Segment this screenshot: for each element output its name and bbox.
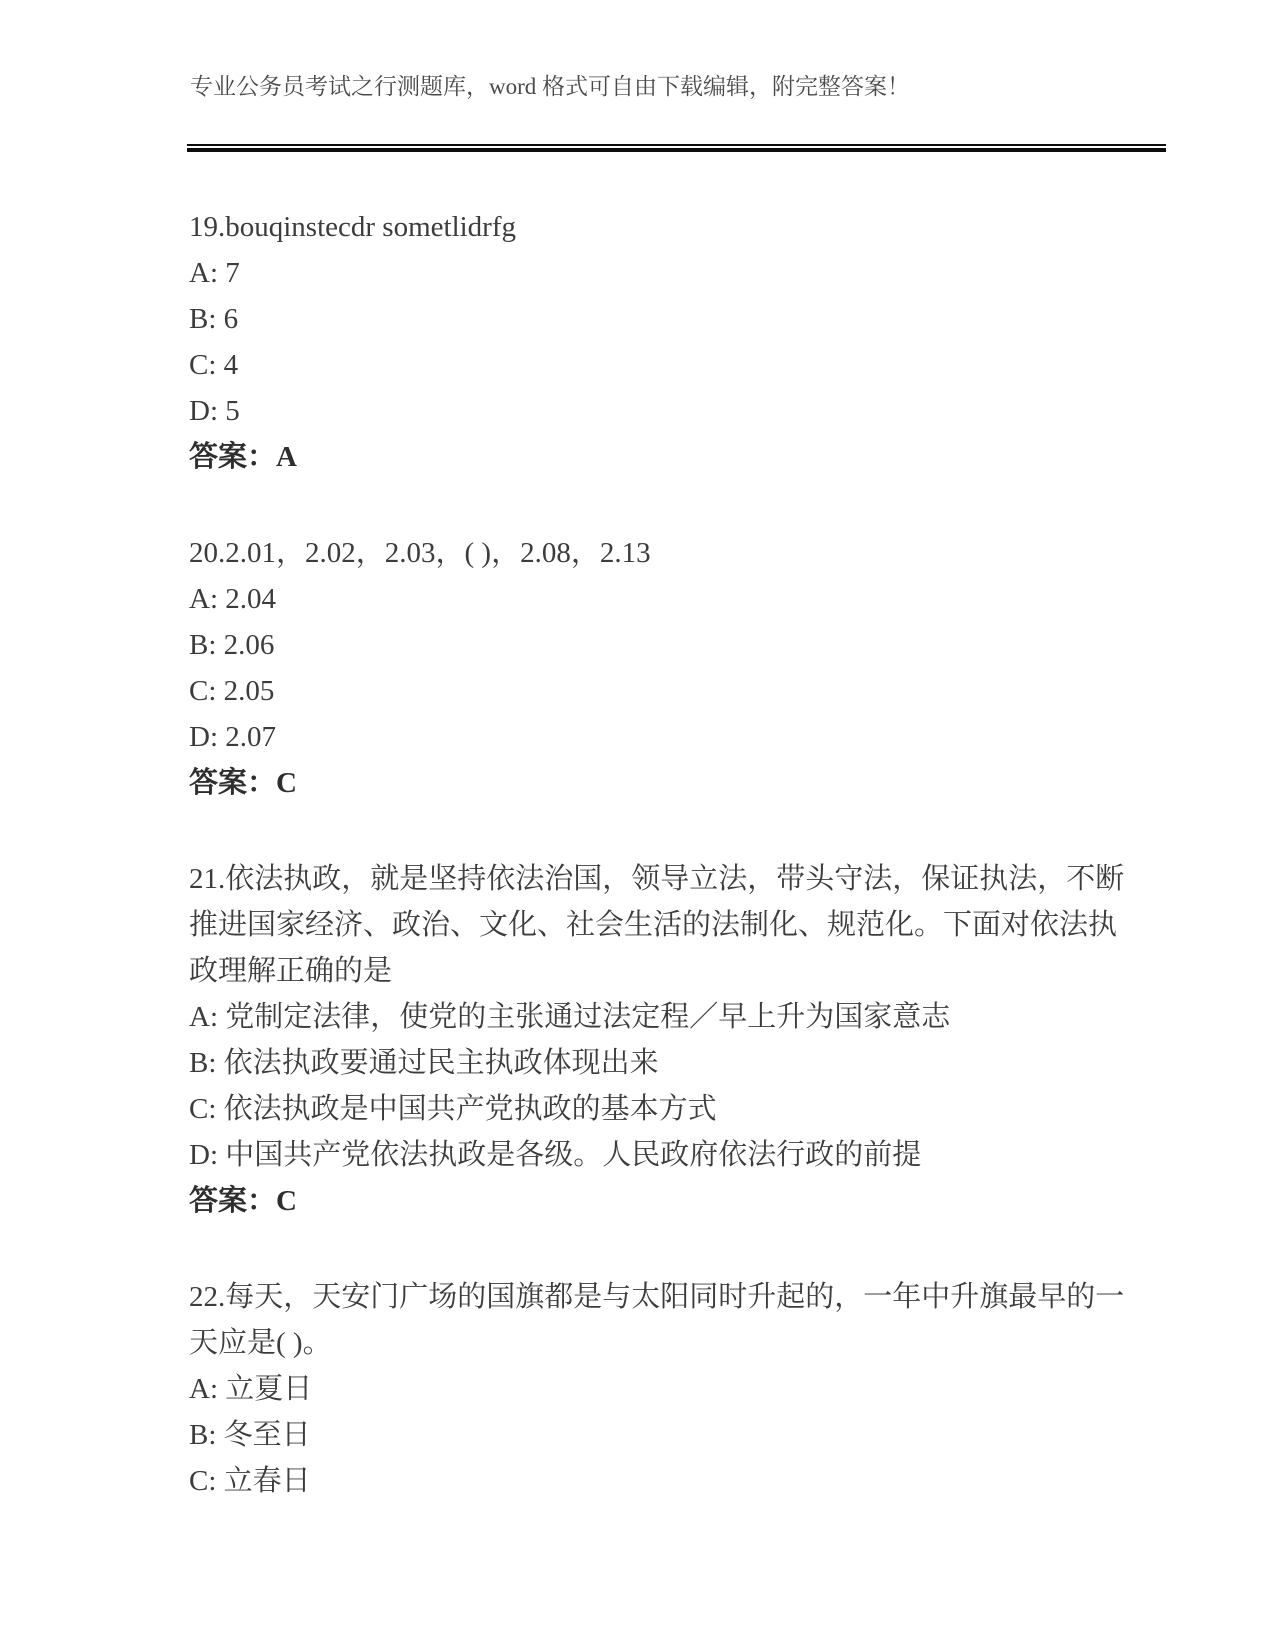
question-22 xyxy=(189,1274,1126,1504)
option-b: B: 依法执政要通过民主执政体现出来 xyxy=(189,1047,659,1079)
option-c: C: 依法执政是中国共产党执政的基本方式 xyxy=(189,1093,717,1125)
option-a: A: 2.04 xyxy=(189,583,276,615)
option-a: A: 立夏日 xyxy=(189,1373,313,1405)
answer-line: 答案：C xyxy=(189,1185,297,1217)
option-d: D: 中国共产党依法执政是各级。人民政府依法行政的前提 xyxy=(189,1139,922,1171)
answer-line: 答案：A xyxy=(189,441,297,473)
question-21 xyxy=(189,856,1126,1224)
option-b: B: 6 xyxy=(189,303,239,335)
question-title: 19.bouqinstecdr sometlidrfg xyxy=(189,211,517,243)
option-c: C: 4 xyxy=(189,349,239,381)
option-b: B: 冬至日 xyxy=(189,1419,311,1451)
answer-line: 答案：C xyxy=(189,767,297,799)
question-19 xyxy=(189,204,1126,480)
question-title: 22.每天，天安门广场的国旗都是与太阳同时升起的，一年中升旗最早的一天应是( )。 xyxy=(189,1281,1125,1359)
question-title: 21.依法执政，就是坚持依法治国，领导立法，带头守法，保证执法，不断推进国家经济、政治、文化、社会生活的法制化、规范化。下面对依法执政理解正确的是 xyxy=(189,863,1125,987)
option-a: A: 党制定法律，使党的主张通过法定程／早上升为国家意志 xyxy=(189,1001,951,1033)
option-c: C: 2.05 xyxy=(189,675,275,707)
option-a: A: 7 xyxy=(189,257,240,289)
option-d: D: 5 xyxy=(189,395,240,427)
question-20 xyxy=(189,530,1126,806)
header-divider-rule xyxy=(187,144,1166,152)
option-d: D: 2.07 xyxy=(189,721,276,753)
page-header xyxy=(190,72,1150,102)
document-body xyxy=(189,204,1126,1504)
header-notice: 专业公务员考试之行测题库，word 格式可自由下载编辑，附完整答案！ xyxy=(190,74,911,99)
option-c: C: 立春日 xyxy=(189,1465,311,1497)
question-title: 20.2.01，2.02，2.03，( )，2.08，2.13 xyxy=(189,537,651,569)
option-b: B: 2.06 xyxy=(189,629,275,661)
